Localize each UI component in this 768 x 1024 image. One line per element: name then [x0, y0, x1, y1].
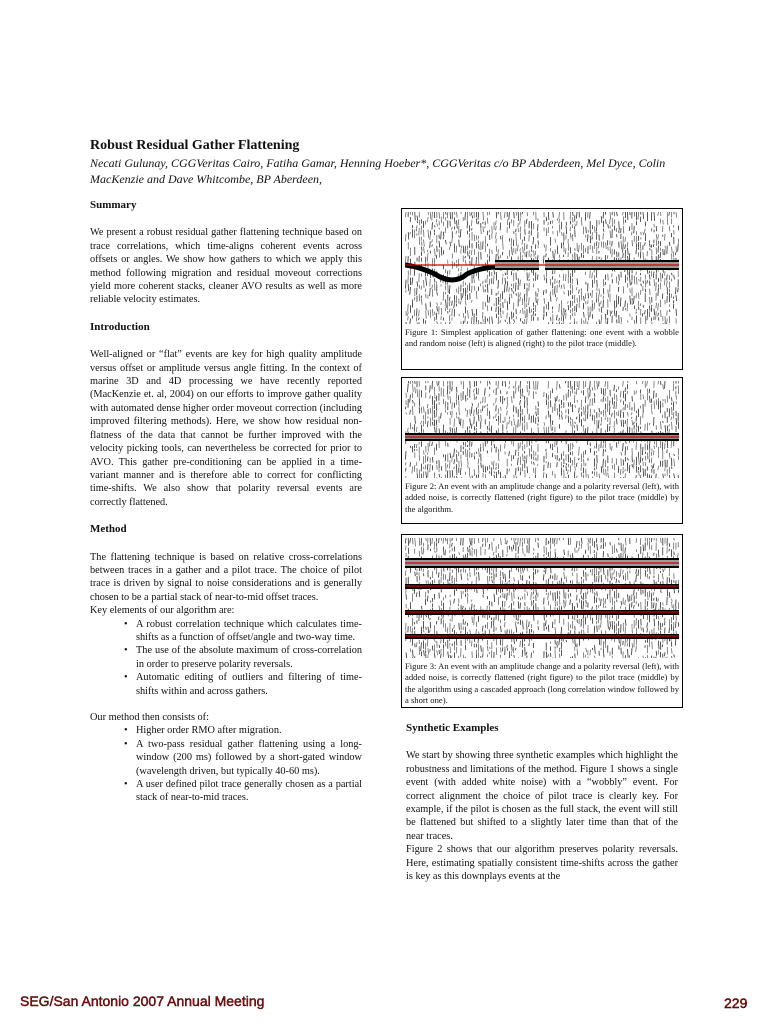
right-column: [406, 722, 678, 883]
synthetic-examples-heading: Synthetic Examples: [406, 722, 499, 734]
key-elements-intro: Key elements of our algorithm are:: [90, 605, 235, 617]
key-elements-list: [90, 618, 362, 698]
list-item: • The use of the absolute maximum of cross-correlation in order to preserve polarity reversals.: [124, 645, 362, 670]
figure-1: [401, 208, 683, 370]
figure-3-seismic-image: [405, 538, 679, 658]
list-item: • A user defined pilot trace generally chosen as a partial stack of near-to-mid traces.: [124, 779, 362, 804]
list-item: • Automatic editing of outliers and filtering of time-shifts within and across gathers.: [124, 672, 362, 697]
steps-intro: Our method then consists of:: [90, 712, 209, 723]
figure-3: [401, 534, 683, 708]
figure-2-caption: Figure 2: An event with an amplitude change and a polarity reversal (left), with added noise, is correctly flattened (right figure) to the pilot trace (middle) by the algorithm.: [405, 481, 679, 514]
list-item: • A robust correlation technique which calculates time-shifts as a function of offset/angle and two-way time.: [124, 618, 362, 643]
figure-3-caption: Figure 3: An event with an amplitude change and a polarity reversal (left), with added noise, is correctly flattened (right figure) to the pilot trace (middle) by the algorithm using a cascaded approach (long correlation window followed by a short one).: [405, 661, 679, 705]
synthetic-text-2: Figure 2 shows that our algorithm preserves polarity reversals. Here, estimating spatially consistent time-shifts across the gather is key as this downplays events at the: [406, 844, 678, 883]
footer-meeting-name: SEG/San Antonio 2007 Annual Meeting: [20, 993, 265, 1009]
list-item: • Higher order RMO after migration.: [124, 725, 282, 737]
list-item: • A two-pass residual gather flattening using a long-window (200 ms) followed by a short-gated window (wavelength driven, but typically 40-60 ms).: [124, 738, 362, 777]
method-text: The flattening technique is based on relative cross-correlations between traces in a gather and a pilot trace. The choice of pilot trace is driven by signal to noise considerations and is generally chosen to be a partial stack of near-to-mid offset traces.: [90, 551, 362, 603]
paper-title: Robust Residual Gather Flattening: [90, 138, 300, 153]
introduction-text: Well-aligned or “flat” events are key for high quality amplitude versus offset or amplitude versus angle fitting. In the context of marine 3D and 4D processing we have recently reported (MacKenzie et. al, 2004) on our efforts to improve gather quality with automated dense higher order moveout correction (including improved filtering methods). Here, we show how residual non-flatness of the data that cannot be further improved with the velocity picking tools, can nevertheless be corrected for prior to AVO. This gather pre-conditioning can be applied in a time-variant manner and is therefore able to correct for conflicting time-shifts. We also show that polarity reversal events are correctly flattened.: [90, 349, 362, 508]
left-column: [90, 199, 362, 805]
introduction-heading: Introduction: [90, 320, 150, 333]
summary-heading: Summary: [90, 199, 137, 211]
author-list: Necati Gulunay, CGGVeritas Cairo, Fatiha Gamar, Henning Hoeber*, CGGVeritas c/o BP Abderdeen, Mel Dyce, Colin MacKenzie and Dave Whitcombe, BP Aberdeen,: [90, 156, 666, 186]
figure-1-caption: Figure 1: Simplest application of gather flattening: one event with a wobble and random noise (left) is aligned (right) to the pilot trace (middle).: [405, 327, 679, 349]
figure-1-seismic-image: [405, 212, 679, 324]
method-heading: Method: [90, 523, 127, 536]
steps-list: [90, 724, 362, 804]
figure-2-seismic-image: [405, 381, 679, 478]
synthetic-text-1: We start by showing three synthetic examples which highlight the robustness and limitations of the method. Figure 1 shows a single event (with added white noise) with a “wobbly” event. For correct alignment the choice of pilot trace is clearly key. For example, if the pilot is chosen as the full stack, the event will still be flattened but shifted to a slightly later time than that of the near traces.: [406, 750, 678, 842]
summary-text: We present a robust residual gather flattening technique based on trace correlations, which time-aligns coherent events across offsets or angles. We show how gathers to which we apply this method following migration and residual moveout corrections yield more coherent stacks, cleaner AVO results as well as more reliable velocity estimates.: [90, 227, 362, 306]
figure-2: [401, 377, 683, 524]
page-number: 229: [724, 995, 748, 1011]
